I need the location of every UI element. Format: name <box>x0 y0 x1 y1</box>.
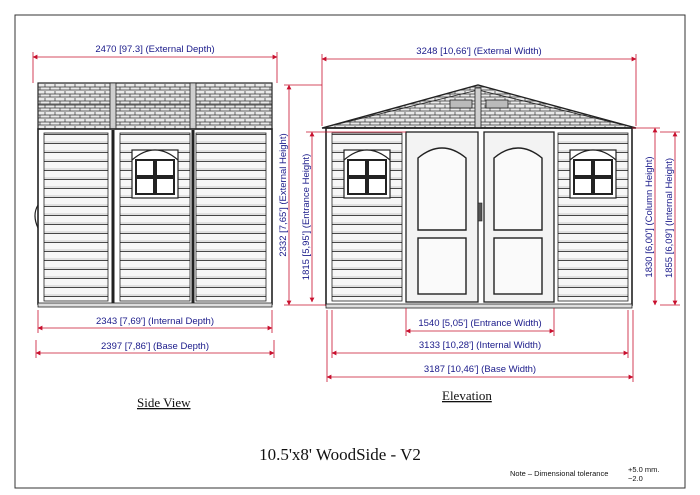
external-height-label: 2332 [7,65'] (External Height) <box>278 133 289 257</box>
internal-depth-label: 2343 [7,69'] (Internal Depth) <box>96 316 214 327</box>
base-width-label: 3187 [10,46'] (Base Width) <box>423 364 537 375</box>
internal-height-label: 1855 [6,09'] (Internal Height) <box>664 157 675 279</box>
external-width-label: 3248 [10,66'] (External Width) <box>416 46 542 57</box>
side-view-drawing <box>35 83 272 307</box>
elevation-window-right <box>570 150 616 198</box>
side-window <box>132 150 178 198</box>
entrance-height-label: 1815 [5,95'] (Entrance Height) <box>301 153 312 281</box>
elevation-drawing <box>322 85 636 308</box>
tolerance-minus: −2.0 <box>628 474 643 483</box>
column-height-label: 1830 [6,00'] (Column Height) <box>644 156 655 278</box>
base-depth-label: 2397 [7,86'] (Base Depth) <box>101 341 209 352</box>
elevation-caption: Elevation <box>442 388 492 403</box>
elevation-window-left <box>344 150 390 198</box>
tolerance-note: Note – Dimensional tolerance <box>510 469 609 478</box>
entrance-width-label: 1540 [5,05'] (Entrance Width) <box>418 318 542 329</box>
external-depth-label: 2470 [97.3] (External Depth) <box>95 44 215 55</box>
tolerance-plus: +5.0 mm. <box>628 465 660 474</box>
drawing-title: 10.5'x8' WoodSide - V2 <box>259 445 421 464</box>
double-doors <box>406 132 554 302</box>
internal-width-label: 3133 [10,28'] (Internal Width) <box>418 340 542 351</box>
side-view-caption: Side View <box>137 395 191 410</box>
